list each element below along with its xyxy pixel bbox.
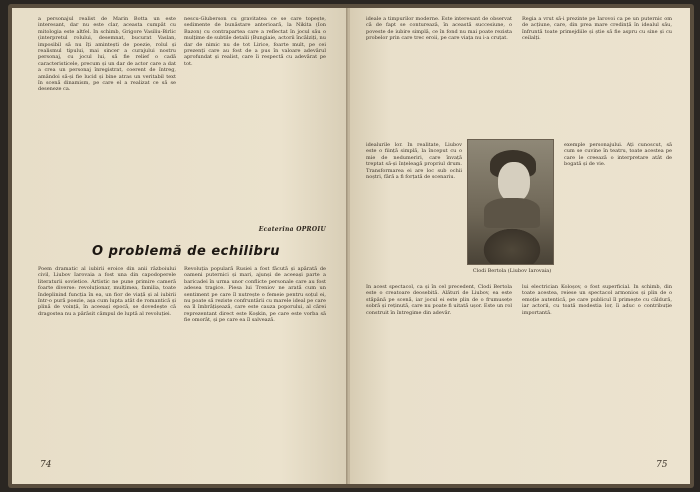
- open-book: [8, 4, 694, 488]
- left-column-1-body: [38, 266, 176, 317]
- paragraph: ideale a timpurilor moderne. Este interesant de observat că de fapt se conturează, în această succesiune, o poveste de iubire simplă, ce în fond nu mai poate rezista probelor prin care trec eroii, pe care viața nu i-a cruțat.: [366, 16, 512, 42]
- right-column-2-top: [522, 16, 672, 42]
- page-number-left: 74: [40, 460, 52, 470]
- photo-scarf: [484, 198, 540, 228]
- right-column-3-bottom: [522, 284, 672, 316]
- paragraph: a personajul realist de Marin Botta un este interesant, dar nu este clar, aceasta cumpăt cu mitologia este altfel. In schimb, Grigore Vasiliu-Birlic (interpretul rolului, desemnat, bucurat Vaslan, imposibil să nu îți amintești de poezie, rolul și realismul tipului, mai sincer a curajului nostru personaj, cu jocul lui, să fie relief o cadă caracteristicele, precum și un dar de actor care a dat a crea un personaj înregistrat, coerent de întreg, amândoi să-și fie lucid și bine atras un veritabil text în scenă dinamism, pe care el a realizat ce să se deseneze ca.: [38, 16, 176, 93]
- photo-caption: Clodi Bertola (Liubov Iarovaia): [472, 268, 552, 274]
- left-column-2-top: [184, 16, 326, 67]
- paragraph: In acest spectacol, ca și în cel precedent, Clodi Bertola este o creatoare deosebită. Alături de Liubov, ea este stăpână pe scenă, iar jocul ei este plin de o frumusețe sobră și reținută, care nu poate fi uitată ușor. Este un rol construit în întregime din adevăr.: [366, 284, 512, 316]
- actress-photo: [467, 139, 554, 265]
- paragraph: idealurile lor. In realitate, Liubov este o ființă simplă, la început cu o mie de nedumeriri, care învață treptat să-și înțeleagă propriul drum. Transformarea ei are loc sub ochii noștri, fără a fi forțată de scenariu.: [366, 142, 462, 181]
- right-column-3-mid: [564, 142, 672, 168]
- right-column-2-bottom: [366, 284, 512, 316]
- article-headline: O problemă de echilibru: [92, 244, 280, 259]
- paragraph: Poem dramatic al iubirii eroice din anii războiului civil, Liubov Iarovaia a fost una din capodoperele literaturii sovietice. Artistic ne pune primire cameră foarte diverse: revoluționar, mulțimea, familia, toate îndeplinind funcția în ea, un fior de viață și al iubirii într-o pură poezie, așa cum lupta atât de romantică și plină de voință, în aceeași epocă, se dovedește că dragostea nu a părăsit câmpul de luptă al revoluției.: [38, 266, 176, 317]
- paragraph: exemple personajului. Ați cunoscut, să cum se cuvine în teatru, toate acestea pe care le creează o interpretare atât de bogată și de vie.: [564, 142, 672, 168]
- page-number-right: 75: [656, 460, 668, 470]
- paragraph: nescu-Gluberson cu gravitatea ce se care topește, sedimente de bunăstare anterioară, la Nikita (Ion Bazon) cu contrapartea care a reflectat în jocul său o mulțime de subtile detalii (Bungiaie, actorii încălziți, nu dar de nimic nu de tot Lirice, foarte mult, pe cei prezenți care au fost de a pus în valoare adevărul aprofundat și realist, care îi respectă cu adevărat pe tot.: [184, 16, 326, 67]
- paragraph: Revoluția populară Rusiei a fost făcută și apărată de oameni puternici și mari, ajunși de aceeași parte a baricadei în urma unor conflicte personale care au fost adesea tragice. Piesa lui Treniov ne arată cum un sentiment pe care îl nutrește o femeie pentru soțul ei, nu poate să reziste confruntării cu marele ideal pe care ea îl îmbrățișează, care este cauza poporului, al cărei reprezentant direct este Koșkin, pe care este vorba să fie omorât, și pe care ea îl salvează.: [184, 266, 326, 324]
- right-page: [350, 8, 690, 484]
- right-column-1-mid: [366, 142, 462, 180]
- right-column-1-top: [366, 16, 512, 42]
- left-page: [12, 8, 349, 484]
- paragraph: lui electrician Koloșov, o fost superficial. In schimb, din toate acestea, reiese un spectacol armonios și plin de o emoție autentică, pe care publicul îl primește cu căldură, iar actorii, cu toată modestia lor, îi aduc o contribuție importantă.: [522, 284, 672, 316]
- paragraph: Regia a vrut să-i prezinte pe Iarovoi ca pe un puternic om de acțiune, care, din prea mare credință în idealul său, înfruntă toate primejdiile și știe să fie aspru cu sine și cu ceilalți.: [522, 16, 672, 42]
- left-column-2-body: [184, 266, 326, 324]
- photo-face: [498, 162, 530, 202]
- author-signature: Ecaterina OPROIU: [258, 226, 326, 233]
- left-column-1-top: [38, 16, 176, 93]
